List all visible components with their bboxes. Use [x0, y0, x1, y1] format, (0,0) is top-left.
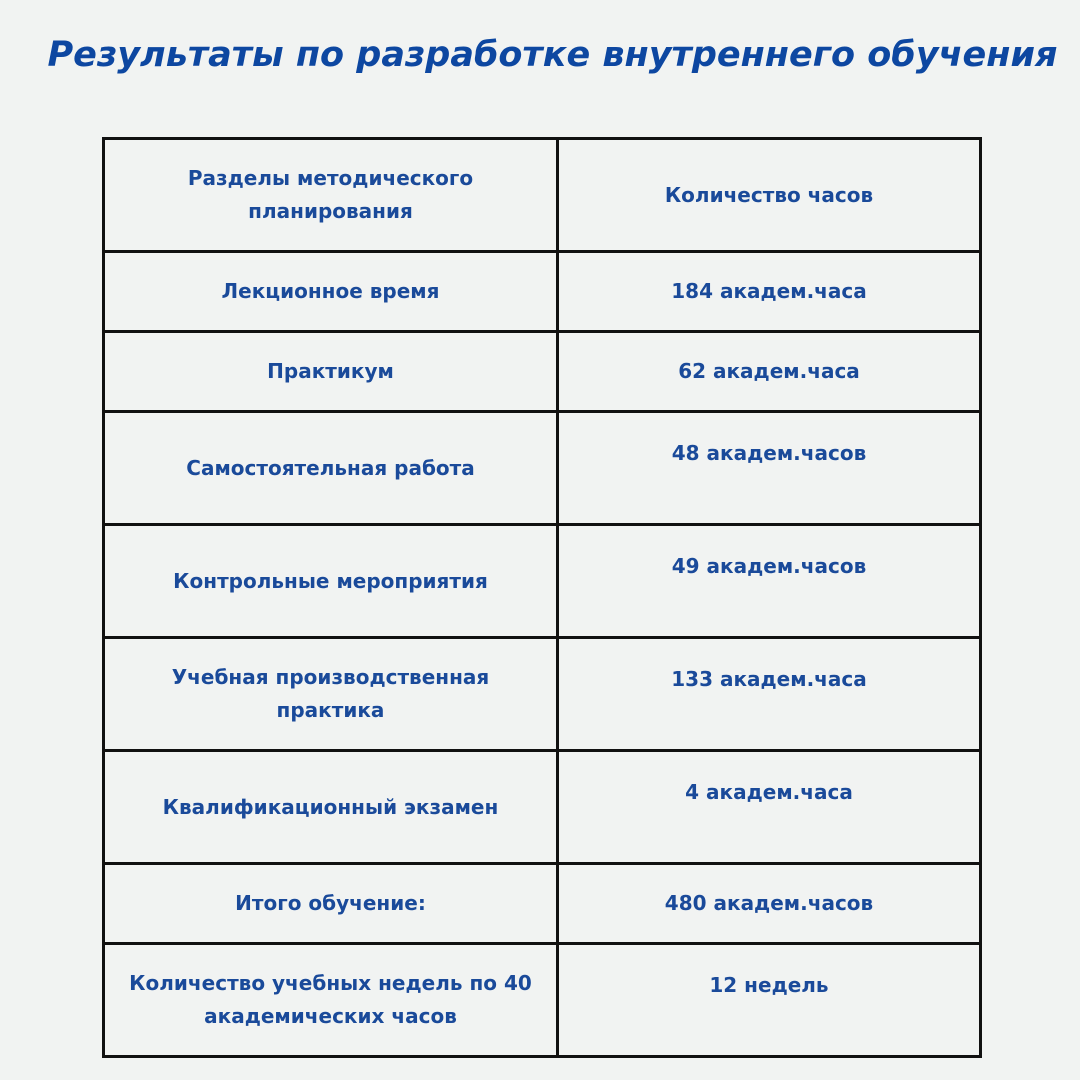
table-row: [104, 252, 981, 332]
table-header-row: [104, 139, 981, 252]
row-section: Количество учебных недель по 40 академических часов: [104, 944, 558, 1057]
row-section: Практикум: [104, 332, 558, 412]
table-row: [104, 944, 981, 1057]
row-hours: 133 академ.часа: [558, 638, 981, 751]
page-title: Результаты по разработке внутреннего обучения: [47, 35, 1058, 75]
row-hours: 48 академ.часов: [558, 412, 981, 525]
table-row: [104, 638, 981, 751]
header-sections: Разделы методического планирования: [104, 139, 558, 252]
table-row: [104, 525, 981, 638]
table-row: [104, 332, 981, 412]
row-section: Квалификационный экзамен: [104, 751, 558, 864]
row-hours: 4 академ.часа: [558, 751, 981, 864]
table-row-total: [104, 864, 981, 944]
row-hours: 62 академ.часа: [558, 332, 981, 412]
header-hours: Количество часов: [558, 139, 981, 252]
table-row: [104, 751, 981, 864]
row-hours: 12 недель: [558, 944, 981, 1057]
row-hours: 480 академ.часов: [558, 864, 981, 944]
row-hours: 49 академ.часов: [558, 525, 981, 638]
row-section: Итого обучение:: [104, 864, 558, 944]
row-section: Учебная производственная практика: [104, 638, 558, 751]
row-section: Самостоятельная работа: [104, 412, 558, 525]
hours-table: [102, 137, 982, 1058]
row-section: Лекционное время: [104, 252, 558, 332]
row-section: Контрольные мероприятия: [104, 525, 558, 638]
table-row: [104, 412, 981, 525]
row-hours: 184 академ.часа: [558, 252, 981, 332]
